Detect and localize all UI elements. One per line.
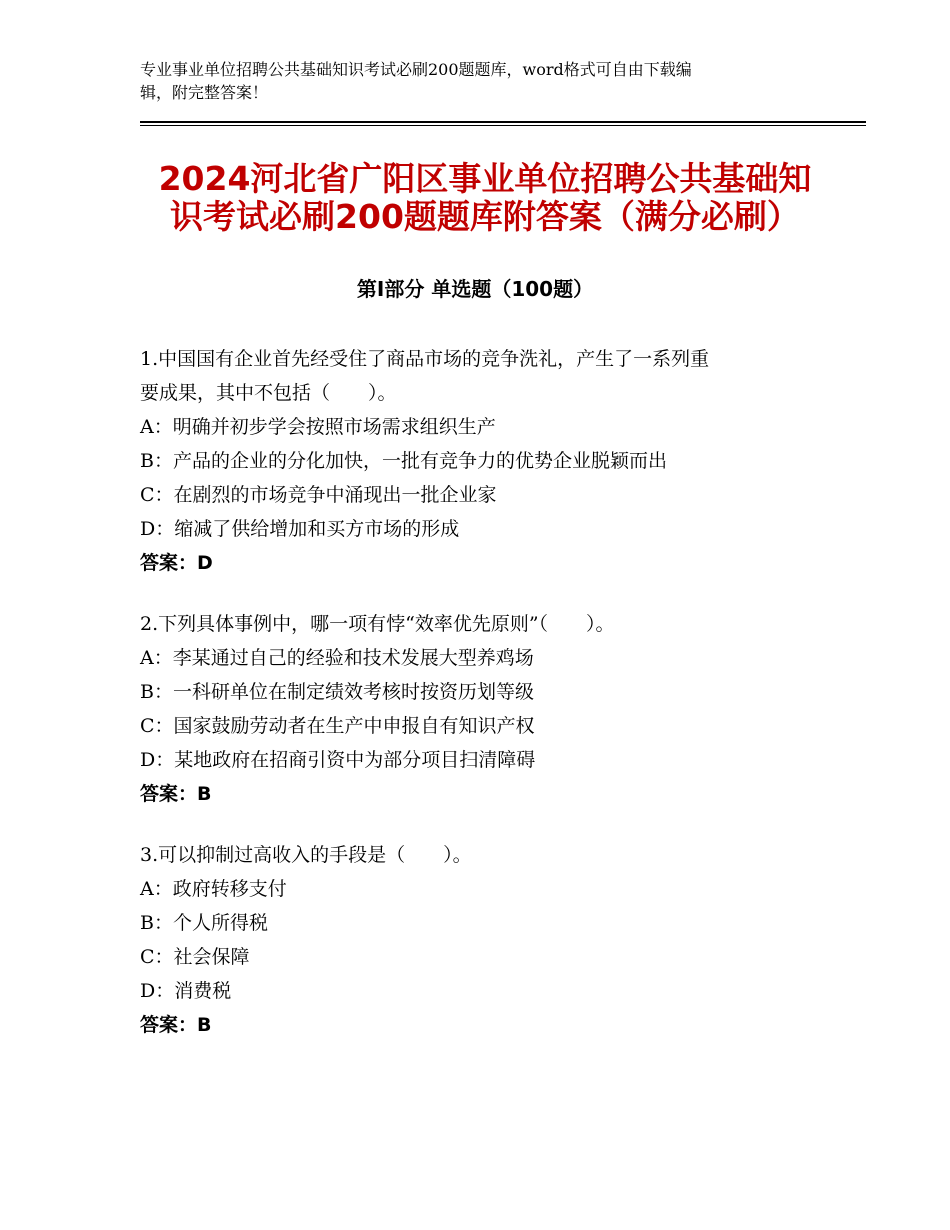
header-rule-thin (140, 125, 866, 126)
document-title-line-1: 2024河北省广阳区事业单位招聘公共基础知 (158, 159, 812, 198)
question-2 (140, 607, 810, 811)
option-c: C：国家鼓励劳动者在生产中申报自有知识产权 (140, 715, 535, 737)
option-a: A：政府转移支付 (140, 878, 287, 900)
option-a: A：李某通过自己的经验和技术发展大型养鸡场 (140, 647, 534, 669)
header-note-line-1: 专业事业单位招聘公共基础知识考试必刷200题题库，word格式可自由下载编 (140, 60, 692, 79)
option-d: D：某地政府在招商引资中为部分项目扫清障碍 (140, 749, 536, 771)
question-stem-line-2: 要成果，其中不包括（ ）。 (140, 382, 397, 404)
answer: 答案：D (140, 552, 213, 574)
header-rule-thick (140, 121, 866, 123)
question-3 (140, 838, 810, 1042)
answer: 答案：B (140, 783, 212, 805)
question-stem-line-1: 2.下列具体事例中，哪一项有悖“效率优先原则”（ ）。 (140, 613, 615, 635)
option-c: C：社会保障 (140, 946, 250, 968)
document-title-line-2: 识考试必刷200题题库附答案（满分必刷） (170, 197, 800, 236)
question-1 (140, 342, 810, 580)
option-b: B：产品的企业的分化加快，一批有竞争力的优势企业脱颖而出 (140, 450, 667, 472)
section-title: 第Ⅰ部分 单选题（100题） (356, 277, 594, 301)
option-a: A：明确并初步学会按照市场需求组织生产 (140, 416, 496, 438)
question-stem (140, 342, 800, 410)
document-title (140, 160, 830, 236)
option-b: B：一科研单位在制定绩效考核时按资历划等级 (140, 681, 534, 703)
answer: 答案：B (140, 1014, 212, 1036)
question-stem (140, 607, 800, 641)
option-d: D：消费税 (140, 980, 232, 1002)
option-d: D：缩减了供给增加和买方市场的形成 (140, 518, 460, 540)
option-c: C：在剧烈的市场竞争中涌现出一批企业家 (140, 484, 497, 506)
option-b: B：个人所得税 (140, 912, 268, 934)
header-note-line-2: 辑，附完整答案！ (140, 83, 269, 102)
question-stem-line-1: 3.可以抑制过高收入的手段是（ ）。 (140, 844, 472, 866)
question-list (140, 342, 810, 1069)
question-stem (140, 838, 800, 872)
question-stem-line-1: 1.中国国有企业首先经受住了商品市场的竞争洗礼，产生了一系列重 (140, 348, 710, 370)
header-note (140, 58, 790, 104)
